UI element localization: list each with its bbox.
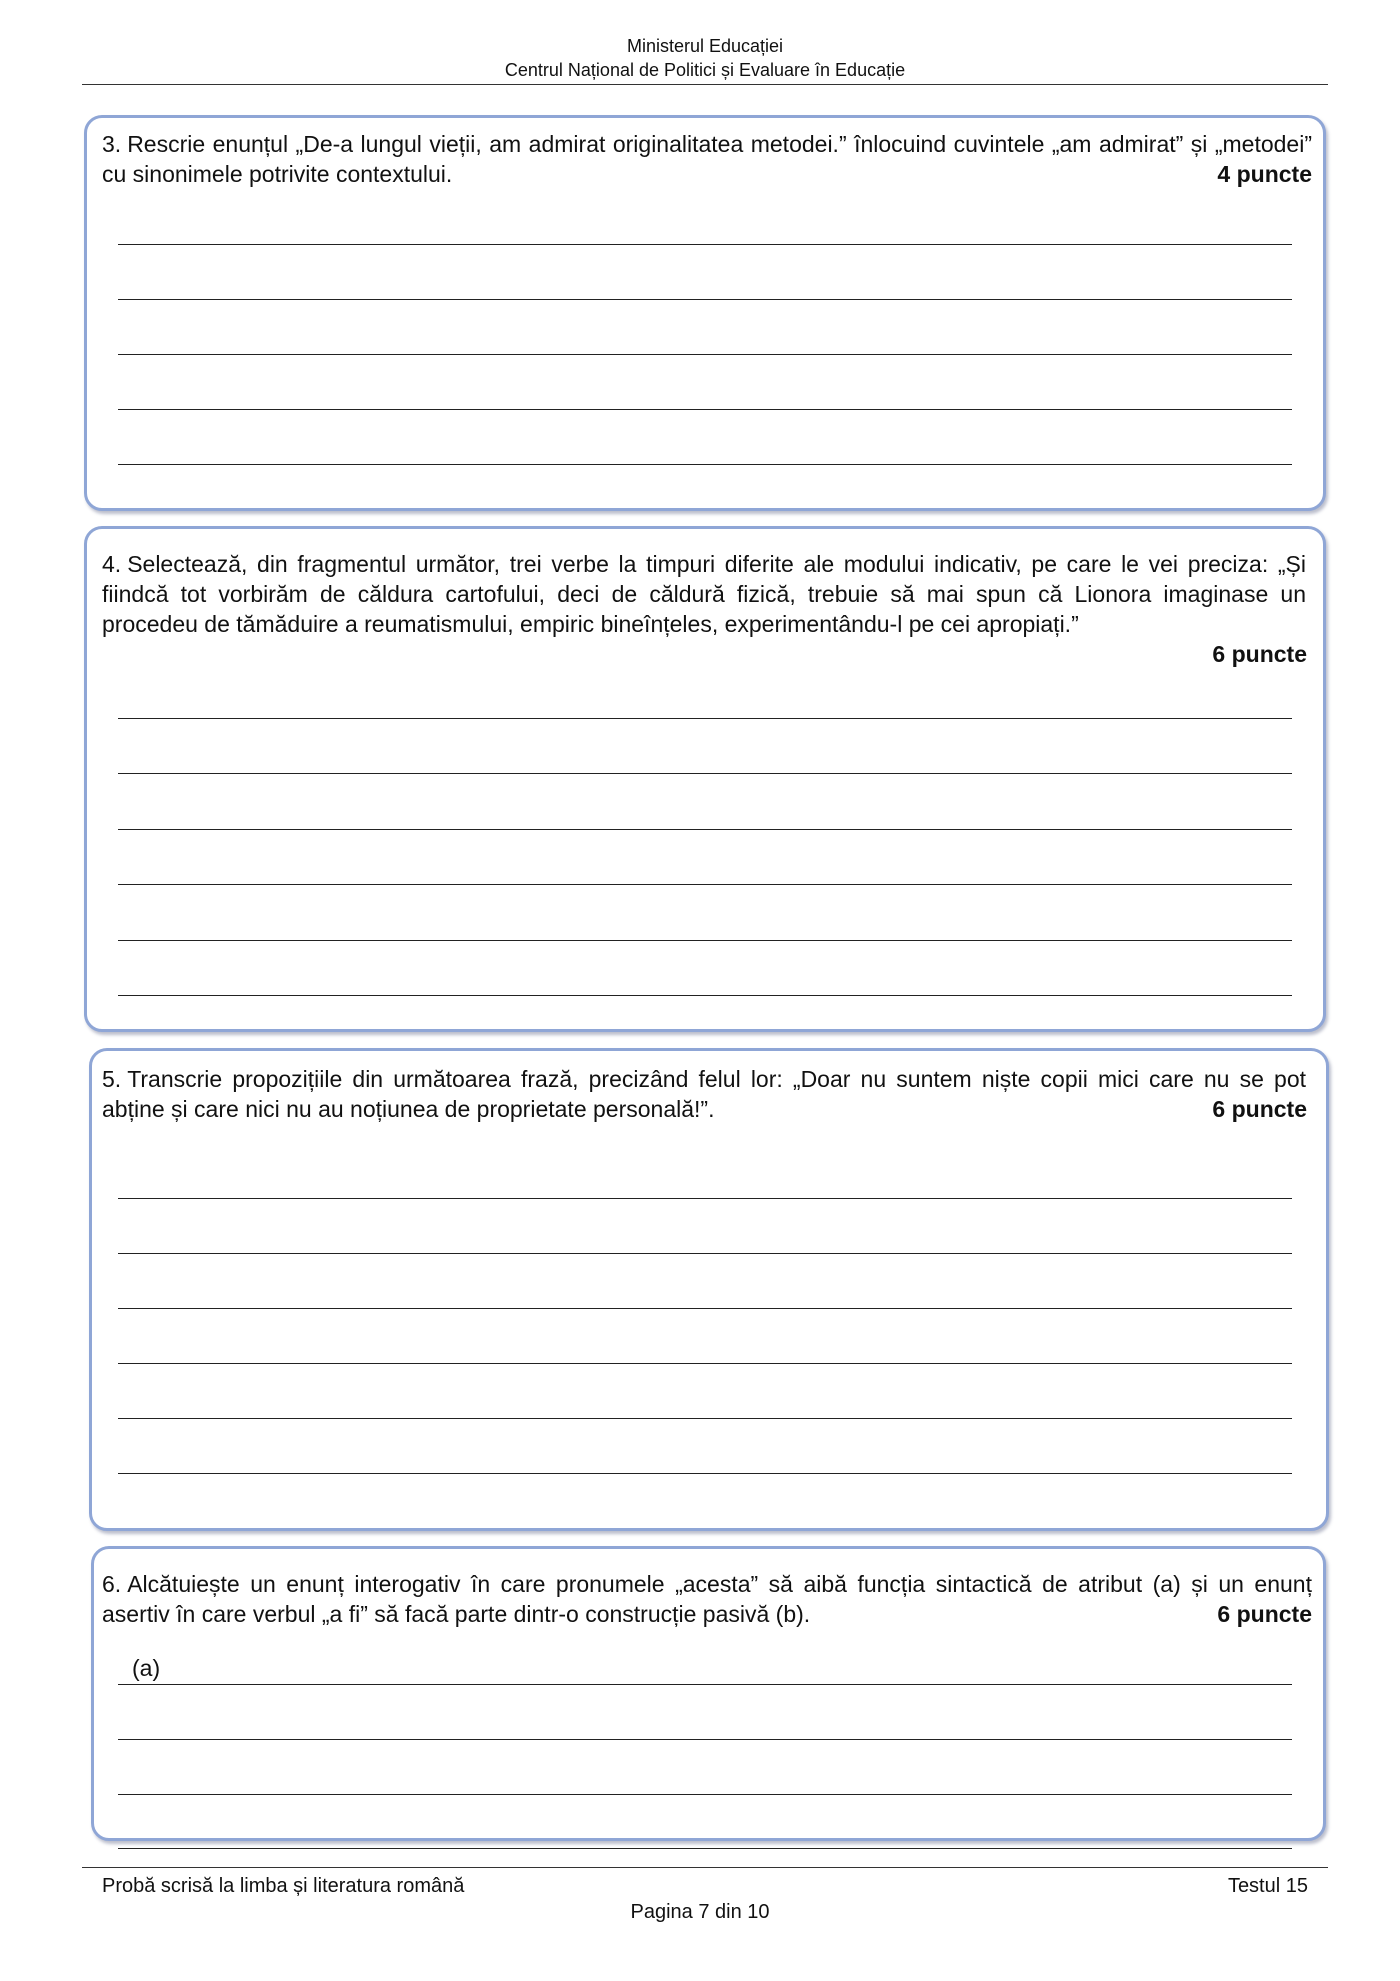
footer-exam-title: Probă scrisă la limba și literatura română <box>102 1875 465 1897</box>
answer-line[interactable] <box>118 1684 1292 1685</box>
answer-line[interactable] <box>118 940 1292 941</box>
answer-line[interactable] <box>118 299 1292 300</box>
answer-line[interactable] <box>118 244 1292 245</box>
question-5-points: 6 puncte <box>1212 1096 1307 1122</box>
answer-line[interactable] <box>118 1739 1292 1740</box>
answer-line[interactable] <box>118 773 1292 774</box>
question-5-number: 5. <box>102 1066 122 1092</box>
answer-line[interactable] <box>118 464 1292 465</box>
answer-line[interactable] <box>118 354 1292 355</box>
answer-line[interactable] <box>118 995 1292 996</box>
page-header <box>82 34 1328 82</box>
question-3-number: 3. <box>102 131 122 157</box>
question-3-points: 4 puncte <box>1217 161 1312 187</box>
answer-label-a: (a) <box>132 1655 161 1681</box>
answer-line[interactable] <box>118 1473 1292 1474</box>
question-4-body: Selectează, din fragmentul următor, trei verbe la timpuri diferite ale modului indicativ, pe care le vei preciza: „Și fiindcă tot vorbirăm de căldura cartofului, deci de căldură fizică, trebuie să mai spun că Lionora imaginase un procedeu de tămăduire a reumatismului, empiric bineînțeles, experimentându-l pe cei apropiați.” <box>102 551 1306 637</box>
footer-test-number: Testul 15 <box>1227 1875 1308 1897</box>
answer-line[interactable] <box>118 1253 1292 1254</box>
answer-line[interactable] <box>118 1198 1292 1199</box>
question-5-body: Transcrie propozițiile din următoarea frază, precizând felul lor: „Doar nu suntem niște copii mici care nu se pot abține și care nici nu au noțiunea de proprietate personală!”. <box>102 1066 1306 1122</box>
answer-line[interactable] <box>118 1418 1292 1419</box>
answer-line[interactable] <box>118 1848 1292 1849</box>
answer-line[interactable] <box>118 1363 1292 1364</box>
question-3-body: Rescrie enunțul „De-a lungul vieții, am admirat originalitatea metodei.” înlocuind cuvintele „am admirat” și „metodei” cu sinonimele potrivite contextului. <box>102 131 1312 187</box>
footer-divider <box>82 1867 1328 1868</box>
question-6-body: Alcătuiește un enunț interogativ în care pronumele „acesta” să aibă funcția sintactică de atribut (a) și un enunț asertiv în care verbul „a fi” să facă parte dintr-o construcție pasivă (b). <box>102 1571 1312 1627</box>
question-4-number: 4. <box>102 551 122 577</box>
answer-line[interactable] <box>118 1794 1292 1795</box>
question-6-number: 6. <box>102 1571 122 1597</box>
header-ministry: Ministerul Educației <box>626 36 784 56</box>
answer-line[interactable] <box>118 718 1292 719</box>
answer-line[interactable] <box>118 1308 1292 1309</box>
answer-line[interactable] <box>118 409 1292 410</box>
footer-page-number: Pagina 7 din 10 <box>630 1901 770 1923</box>
question-4-text <box>102 549 1306 639</box>
answer-line[interactable] <box>118 884 1292 885</box>
header-divider <box>82 84 1328 85</box>
question-4-points: 6 puncte <box>1212 641 1307 667</box>
header-center-name: Centrul Național de Politici și Evaluare în Educație <box>504 60 906 80</box>
question-6-points: 6 puncte <box>1217 1601 1312 1627</box>
answer-line[interactable] <box>118 829 1292 830</box>
